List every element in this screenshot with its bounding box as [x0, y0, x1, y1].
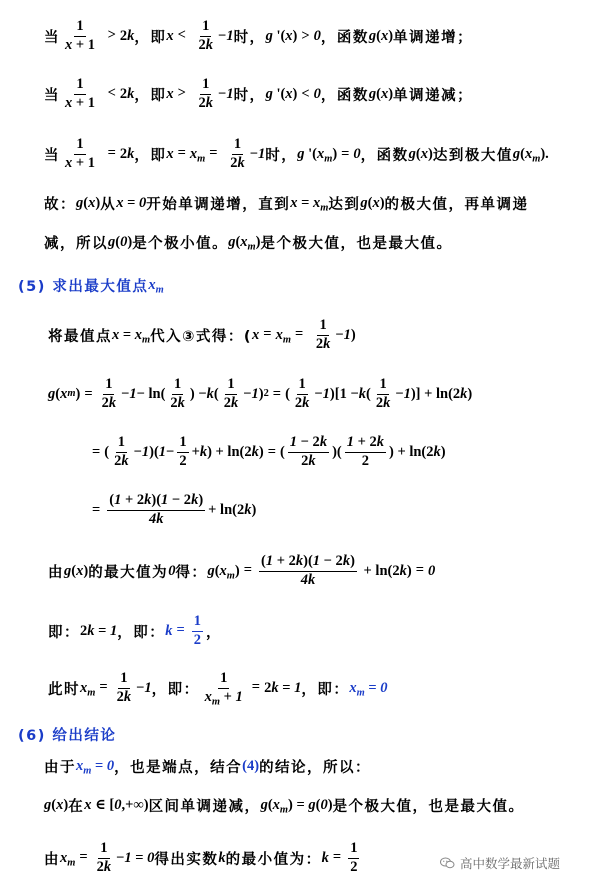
final-answer-line: 由 $x_m$ = $\frac{1}{2k}$ −1 = 0 得出实数 k 的最小值为： k = $\frac{1}{2}$ [44, 839, 358, 875]
equation-g-xm-3: = $\frac{(1 + 2k)(1 - 2k)}{4k}$ + ln(2 k ) [92, 491, 257, 527]
substitute-line: 将最值点 $x = x_m$ 代入③式得：( $x = x_m$ = $\frac{1}{2k}$ −1) [48, 316, 356, 352]
endpoint-line: 由于 $x_m = 0$ ，也是端点，结合 (4) 的结论，所以： [44, 757, 372, 777]
wechat-icon [440, 857, 455, 869]
equation-g-xm-2: = ( $\frac{1}{2k}$ − 1 )( 1 − $\frac{1}{2}$ + k ) + ln(2 k ) = ( $\frac{1 - 2k}{2k}$ )( $\frac{1 + 2k}{2}$ ) + ln(2 k ) [92, 433, 446, 469]
case-maximum-line: 当 $\frac{1}{x + 1}$ = 2k ，即 $x = x_m$ = $\frac{1}{2k}$ −1 时， g '$(x_m) = 0$ ，函数 g(x) 达到极大值 $g(x_m)$. [44, 135, 549, 171]
xm-value-line: 此时 $x_m$ = $\frac{1}{2k}$ −1 ，即： $\frac{1}{x_m + 1}$ = 2k = 1 ，即： $x_m = 0$ [48, 669, 388, 708]
case-increasing-line: 当 $\frac{1}{x + 1}$ > 2k ，即 x < $\frac{1}{2k}$ −1 时， g '(x) > 0 ，函数 g(x) 单调递增； [44, 17, 474, 53]
conclusion-line-2: 减，所以 g(0) 是个极小值。 $g(x_m)$ 是个极大值，也是最大值。 [44, 233, 453, 253]
decreasing-interval-line: g(x) 在 x ∈ [0,+∞) 区间单调递减， $g(x_m) = g(0)$ 是个极大值，也是最大值。 [44, 796, 525, 816]
conclusion-line-1: 故： g(x) 从 x = 0 开始单调递增，直到 $x = x_m$ 达到 g(x) 的极大值，再单调递 [44, 194, 529, 214]
watermark [440, 854, 560, 872]
equation-g-xm-1: g ( x m ) = $\frac{1}{2k}$ − 1 − ln( $\frac{1}{2k}$ ) − k ( $\frac{1}{2k}$ − 1 ) 2 = ( $\frac{1}{2k}$ − 1 )[1 − k ( $\frac{1}{2k}$ − 1 )] + ln(2 k ) [48, 375, 473, 411]
case-decreasing-line: 当 $\frac{1}{x + 1}$ < 2k ，即 x > $\frac{1}{2k}$ −1 时， g '(x) < 0 ，函数 g(x) 单调递减； [44, 75, 474, 111]
max-zero-line: 由 g(x) 的最大值为 0 得： $g(x_m)$ = $\frac{(1 + 2k)(1 - 2k)}{4k}$ + ln(2k) = 0 [48, 552, 436, 588]
section-6-heading: (6) 给出结论 [18, 727, 117, 744]
solve-k-line: 即： 2k = 1 ，即： k = $\frac{1}{2}$ ， [48, 612, 223, 648]
section-5-heading: (5) 求出最大值点 $x_m$ [18, 276, 164, 296]
watermark-text: 高中数学最新试题 [460, 856, 561, 871]
